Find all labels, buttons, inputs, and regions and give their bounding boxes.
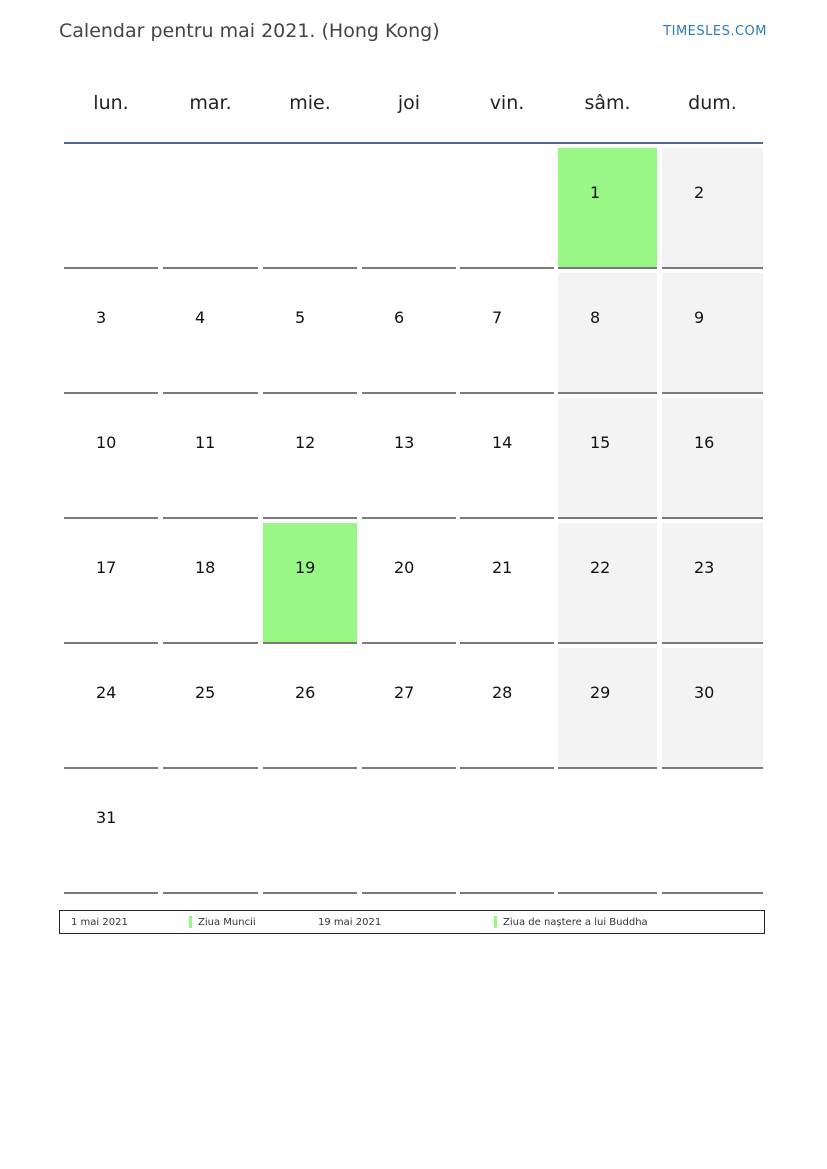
legend-color-marker-2 xyxy=(494,916,497,928)
legend-color-marker-1 xyxy=(189,916,192,928)
day-number: 31 xyxy=(96,808,117,827)
day-number: 19 xyxy=(295,558,316,577)
day-cell xyxy=(558,648,657,769)
legend-name-2: Ziua de naștere a lui Buddha xyxy=(503,917,648,928)
empty-day-cell xyxy=(362,773,456,894)
brand-link[interactable]: TIMESLES.COM xyxy=(663,24,767,39)
holiday-day-cell xyxy=(558,148,657,269)
day-cell xyxy=(558,523,657,644)
day-cell xyxy=(460,398,554,519)
empty-day-cell xyxy=(163,148,258,269)
weekday-label: dum. xyxy=(688,92,737,114)
day-cell xyxy=(64,648,158,769)
day-cell xyxy=(558,398,657,519)
legend-date-2: 19 mai 2021 xyxy=(318,917,382,928)
day-number: 22 xyxy=(590,558,611,577)
empty-day-cell xyxy=(64,148,158,269)
empty-day-cell xyxy=(263,773,357,894)
day-number: 20 xyxy=(394,558,415,577)
day-cell xyxy=(662,148,763,269)
day-number: 13 xyxy=(394,433,415,452)
day-number: 23 xyxy=(694,558,715,577)
weekday-label: vin. xyxy=(489,92,525,114)
empty-day-cell xyxy=(460,773,554,894)
day-number: 21 xyxy=(492,558,513,577)
day-cell xyxy=(662,273,763,394)
holiday-day-cell xyxy=(263,523,357,644)
day-cell xyxy=(460,523,554,644)
weekday-label: lun. xyxy=(93,92,129,114)
day-number: 12 xyxy=(295,433,316,452)
legend-date-1: 1 mai 2021 xyxy=(71,917,128,928)
day-cell xyxy=(163,648,258,769)
day-number: 7 xyxy=(492,308,503,327)
day-number: 25 xyxy=(195,683,216,702)
day-cell xyxy=(263,648,357,769)
day-number: 27 xyxy=(394,683,415,702)
day-number: 4 xyxy=(195,308,206,327)
day-cell xyxy=(460,273,554,394)
day-number: 16 xyxy=(694,433,715,452)
day-number: 29 xyxy=(590,683,611,702)
empty-day-cell xyxy=(163,773,258,894)
day-number: 28 xyxy=(492,683,513,702)
day-cell xyxy=(362,523,456,644)
empty-day-cell xyxy=(362,148,456,269)
calendar xyxy=(64,70,763,827)
weekday-label: mar. xyxy=(189,92,232,114)
day-number: 18 xyxy=(195,558,216,577)
weekday-label: sâm. xyxy=(584,92,631,114)
day-cell xyxy=(64,398,158,519)
day-cell xyxy=(558,273,657,394)
day-number: 15 xyxy=(590,433,611,452)
day-number: 11 xyxy=(195,433,216,452)
day-cell xyxy=(64,773,158,894)
day-number: 30 xyxy=(694,683,715,702)
day-number: 5 xyxy=(295,308,306,327)
day-number: 8 xyxy=(590,308,601,327)
day-cell xyxy=(263,398,357,519)
day-cell xyxy=(163,273,258,394)
page-title: Calendar pentru mai 2021. (Hong Kong) xyxy=(59,20,440,42)
day-cell xyxy=(64,523,158,644)
day-cell xyxy=(662,648,763,769)
empty-day-cell xyxy=(263,148,357,269)
day-number: 1 xyxy=(590,183,601,202)
day-number: 14 xyxy=(492,433,513,452)
day-number: 6 xyxy=(394,308,405,327)
weekday-header-row xyxy=(64,70,763,142)
day-number: 24 xyxy=(96,683,117,702)
day-number: 2 xyxy=(694,183,705,202)
empty-day-cell xyxy=(460,148,554,269)
day-cell xyxy=(362,648,456,769)
day-number: 26 xyxy=(295,683,316,702)
empty-day-cell xyxy=(662,773,763,894)
day-number: 17 xyxy=(96,558,117,577)
day-number: 10 xyxy=(96,433,117,452)
holiday-legend xyxy=(59,910,765,934)
weekday-label: joi xyxy=(397,92,421,114)
day-cell xyxy=(662,398,763,519)
day-cell xyxy=(362,398,456,519)
day-cell xyxy=(460,648,554,769)
header-divider xyxy=(64,142,763,144)
empty-day-cell xyxy=(558,773,657,894)
day-cell xyxy=(163,398,258,519)
day-number: 3 xyxy=(96,308,107,327)
day-number: 9 xyxy=(694,308,705,327)
legend-name-1: Ziua Muncii xyxy=(198,917,256,928)
day-cell xyxy=(163,523,258,644)
day-cell xyxy=(263,273,357,394)
weekday-label: mie. xyxy=(289,92,331,114)
day-cell xyxy=(362,273,456,394)
day-cell xyxy=(64,273,158,394)
day-cell xyxy=(662,523,763,644)
